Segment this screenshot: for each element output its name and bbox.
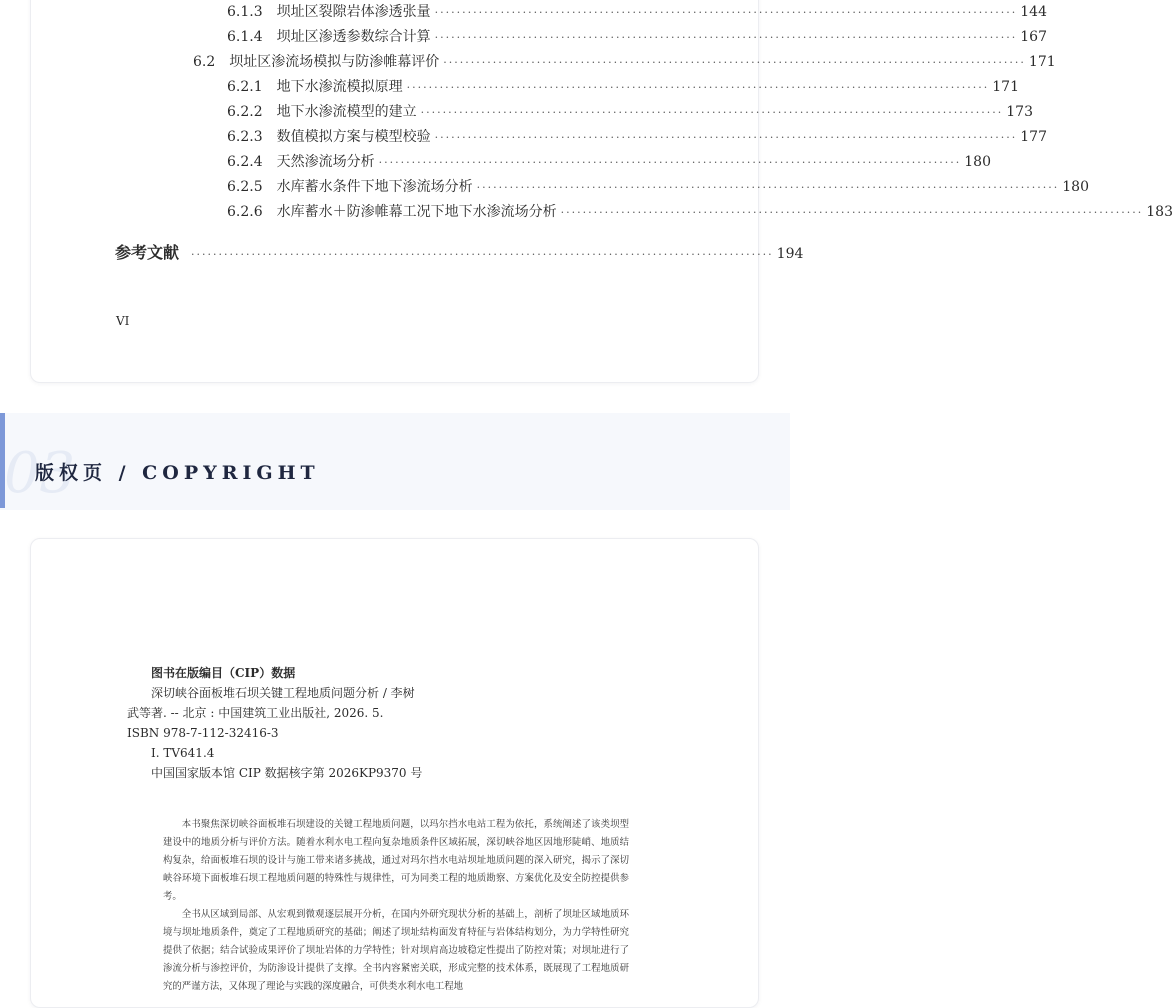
toc-dot-leader: ·········································································································· [443, 56, 1026, 69]
toc-dot-leader: ·········································································································· [434, 131, 1018, 144]
toc-page-card [30, 0, 1173, 383]
toc-entry-number: 6.1.3 [227, 4, 263, 20]
toc-entry-title: 天然渗流场分析 [276, 154, 375, 170]
toc-dot-leader: ·········································································································· [434, 6, 1018, 19]
toc-entry-title: 坝址区渗透参数综合计算 [276, 29, 431, 45]
toc-entry-page: 167 [1020, 29, 1047, 45]
toc-entry-page: 171 [1028, 54, 1056, 70]
toc-entry-number: 6.2.2 [227, 104, 263, 120]
toc-dot-leader: ·········································································································· [191, 248, 774, 261]
toc-entry-page: 180 [1062, 179, 1089, 195]
toc-entry[interactable] [227, 78, 1019, 97]
toc-entry-page: 183 [1146, 204, 1173, 220]
toc-entry[interactable] [227, 28, 1047, 47]
toc-entry[interactable] [227, 103, 1033, 122]
toc-references-title: 参考文献 [115, 243, 180, 262]
toc-dot-leader: ·········································································································· [434, 31, 1018, 44]
toc-entry-number: 6.2.5 [227, 179, 263, 195]
toc-references-page: 194 [776, 246, 804, 262]
cip-isbn: ISBN 978-7-112-32416-3 [127, 726, 279, 740]
toc-dot-leader: ·········································································································· [560, 206, 1144, 219]
page-number: VI [116, 314, 130, 328]
toc-dot-leader: ·········································································································· [476, 181, 1060, 194]
section-number-watermark: 03 [4, 441, 76, 506]
copyright-page-card [30, 538, 759, 1008]
abstract-paragraph: 全书从区域到局部、从宏观到微观逐层展开分析，在国内外研究现状分析的基础上，剖析了坝址区域地质环境与坝址地质条件，奠定了工程地质研究的基础；阐述了坝址结构面发育特征与岩体结构划分，为力学特性研究提供了依据；结合试验成果评价了坝址岩体的力学特性；针对坝肩高边坡稳定性提出了防控对策；对坝址进行了渗流分析与渗控评价，为防渗设计提供了支撑。全书内容紧密关联，形成完整的技术体系，既展现了工程地质研究的严谨方法，又体现了理论与实践的深度融合，可供类水利水电工程地 [163, 909, 629, 992]
toc-entry-title: 水库蓄水条件下地下渗流场分析 [276, 179, 473, 195]
toc-entry-title: 地下水渗流模拟原理 [276, 79, 403, 95]
toc-entry[interactable] [227, 3, 1047, 22]
toc-entry[interactable] [227, 153, 991, 172]
toc-entry-number: 6.1.4 [227, 29, 263, 45]
cip-heading: 图书在版编目（CIP）数据 [151, 666, 296, 680]
abstract-paragraph: 本书聚焦深切峡谷面板堆石坝建设的关键工程地质问题，以玛尔挡水电站工程为依托，系统阐述了该类坝型建设中的地质分析与评价方法。随着水利水电工程向复杂地质条件区域拓展，深切峡谷地区因地形陡峭、地质结构复杂，给面板堆石坝的设计与施工带来诸多挑战，通过对玛尔挡水电站坝址地质问题的深入研究，揭示了深切峡谷环境下面板堆石坝工程地质问题的特殊性与规律性，可为同类工程的地质勘察、方案优化及安全防控提供参考。 [163, 819, 629, 902]
toc-entry[interactable] [193, 53, 1056, 72]
cip-line: 深切峡谷面板堆石坝关键工程地质问题分析 / 李树 [151, 686, 415, 700]
toc-entry-page: 171 [992, 79, 1019, 95]
toc-entry-number: 6.2.4 [227, 154, 263, 170]
cip-record-number: 中国国家版本馆 CIP 数据核字第 2026KP9370 号 [151, 766, 423, 780]
toc-entry-number: 6.2 [193, 54, 216, 70]
toc-entry-page: 173 [1006, 104, 1033, 120]
toc-entry-page: 180 [964, 154, 991, 170]
cip-line: 武等著. -- 北京 : 中国建筑工业出版社, 2026. 5. [127, 706, 384, 720]
toc-dot-leader: ·········································································································· [406, 81, 990, 94]
toc-entry-page: 177 [1020, 129, 1047, 145]
toc-entry-title: 坝址区渗流场模拟与防渗帷幕评价 [229, 54, 440, 70]
toc-dot-leader: ·········································································································· [420, 106, 1004, 119]
book-abstract [163, 816, 629, 996]
toc-entry[interactable] [227, 128, 1047, 147]
toc-entry-title: 地下水渗流模型的建立 [276, 104, 417, 120]
toc-entry-number: 6.2.1 [227, 79, 263, 95]
toc-entry-number: 6.2.3 [227, 129, 263, 145]
cip-classification: Ⅰ. TV641.4 [151, 746, 215, 760]
section-title: 版权页 / COPYRIGHT [35, 462, 320, 484]
toc-entry-title: 坝址区裂隙岩体渗透张量 [276, 4, 431, 20]
toc-entry-page: 144 [1020, 4, 1047, 20]
toc-entry-number: 6.2.6 [227, 204, 263, 220]
toc-entry-title: 水库蓄水＋防渗帷幕工况下地下水渗流场分析 [276, 204, 557, 220]
toc-dot-leader: ·········································································································· [378, 156, 962, 169]
toc-entry[interactable] [227, 203, 1173, 222]
toc-entry-title: 数值模拟方案与模型校验 [276, 129, 431, 145]
toc-entry[interactable] [227, 178, 1089, 197]
toc-references-entry[interactable] [115, 243, 804, 264]
